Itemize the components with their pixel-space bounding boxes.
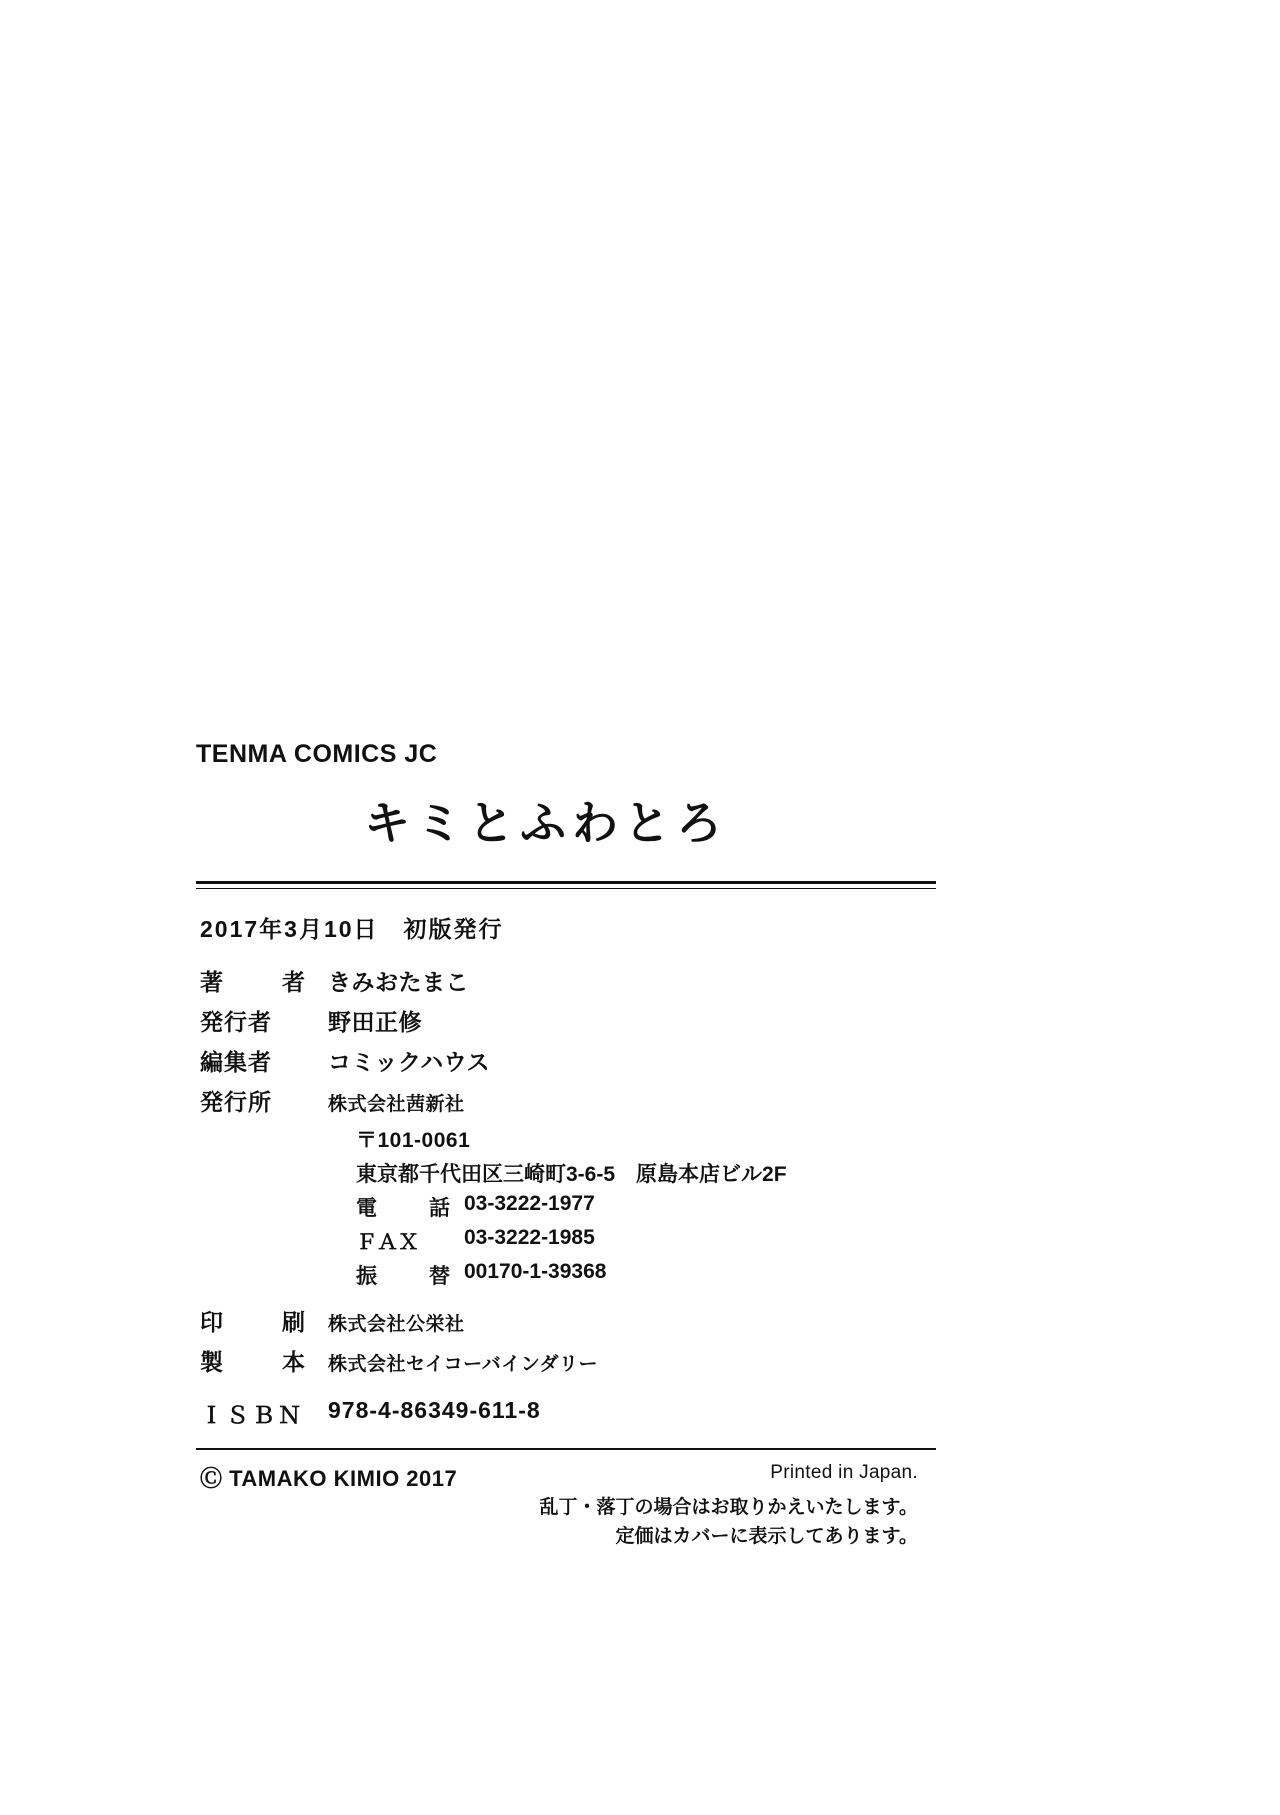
colophon-footer xyxy=(196,1462,936,1551)
publication-date: 2017年3月10日 初版発行 xyxy=(200,916,504,942)
printed-in-japan: Printed in Japan. xyxy=(770,1462,918,1483)
credit-row-printing xyxy=(196,1304,936,1337)
furikae-value: 00170-1-39368 xyxy=(464,1260,607,1283)
phone-label: 電 話 xyxy=(356,1197,450,1220)
credit-value-author: きみおたまこ xyxy=(328,969,469,995)
credit-row-editor xyxy=(196,1044,936,1077)
credit-label-editor: 編集者 xyxy=(200,1049,272,1075)
credit-value-publisher-person: 野田正修 xyxy=(328,1009,422,1035)
colophon-block xyxy=(196,740,936,1551)
copyright-notice: Ⓒ TAMAKO KIMIO 2017 xyxy=(200,1466,458,1491)
street-address: 東京都千代田区三崎町3-6-5 原島本店ビル2F xyxy=(356,1163,787,1186)
credit-row-publisher-person xyxy=(196,1004,936,1037)
divider-top xyxy=(196,881,936,889)
credit-value-editor: コミックハウス xyxy=(328,1049,490,1075)
credit-value-publisher: 株式会社茜新社 xyxy=(328,1094,465,1115)
credit-value-binding: 株式会社セイコーバインダリー xyxy=(328,1354,598,1375)
fax-line xyxy=(356,1226,936,1256)
footer-right-block xyxy=(540,1462,936,1551)
credit-row-author xyxy=(196,964,936,997)
credit-row-binding xyxy=(196,1344,936,1377)
defect-notice-line1: 乱丁・落丁の場合はお取りかえいたします。 xyxy=(539,1497,918,1518)
credit-label-publisher-person: 発行者 xyxy=(200,1009,272,1035)
divider-bottom xyxy=(196,1448,936,1450)
isbn-label: ＩＳＢＮ xyxy=(200,1402,304,1428)
credit-row-publisher xyxy=(196,1084,936,1117)
fax-label: ＦＡＸ xyxy=(356,1231,419,1254)
postal-code: 〒101-0061 xyxy=(356,1129,471,1152)
isbn-row xyxy=(200,1397,936,1430)
page-title: キミとふわとろ xyxy=(364,797,728,849)
credit-value-printing: 株式会社公栄社 xyxy=(328,1314,465,1335)
credit-label-publisher: 発行所 xyxy=(200,1089,272,1115)
phone-value: 03-3222-1977 xyxy=(464,1192,595,1215)
furikae-line xyxy=(356,1260,936,1290)
furikae-label: 振 替 xyxy=(356,1265,450,1288)
credit-label-printing: 印 刷 xyxy=(200,1309,306,1335)
credit-label-binding: 製 本 xyxy=(200,1349,306,1375)
price-notice-line2: 定価はカバーに表示してあります。 xyxy=(615,1525,918,1547)
phone-line xyxy=(356,1192,936,1222)
imprint-label: TENMA COMICS JC xyxy=(196,740,438,768)
isbn-value: 978-4-86349-611-8 xyxy=(328,1397,541,1423)
fax-value: 03-3222-1985 xyxy=(464,1226,595,1249)
credit-label-author: 著 者 xyxy=(200,969,306,995)
